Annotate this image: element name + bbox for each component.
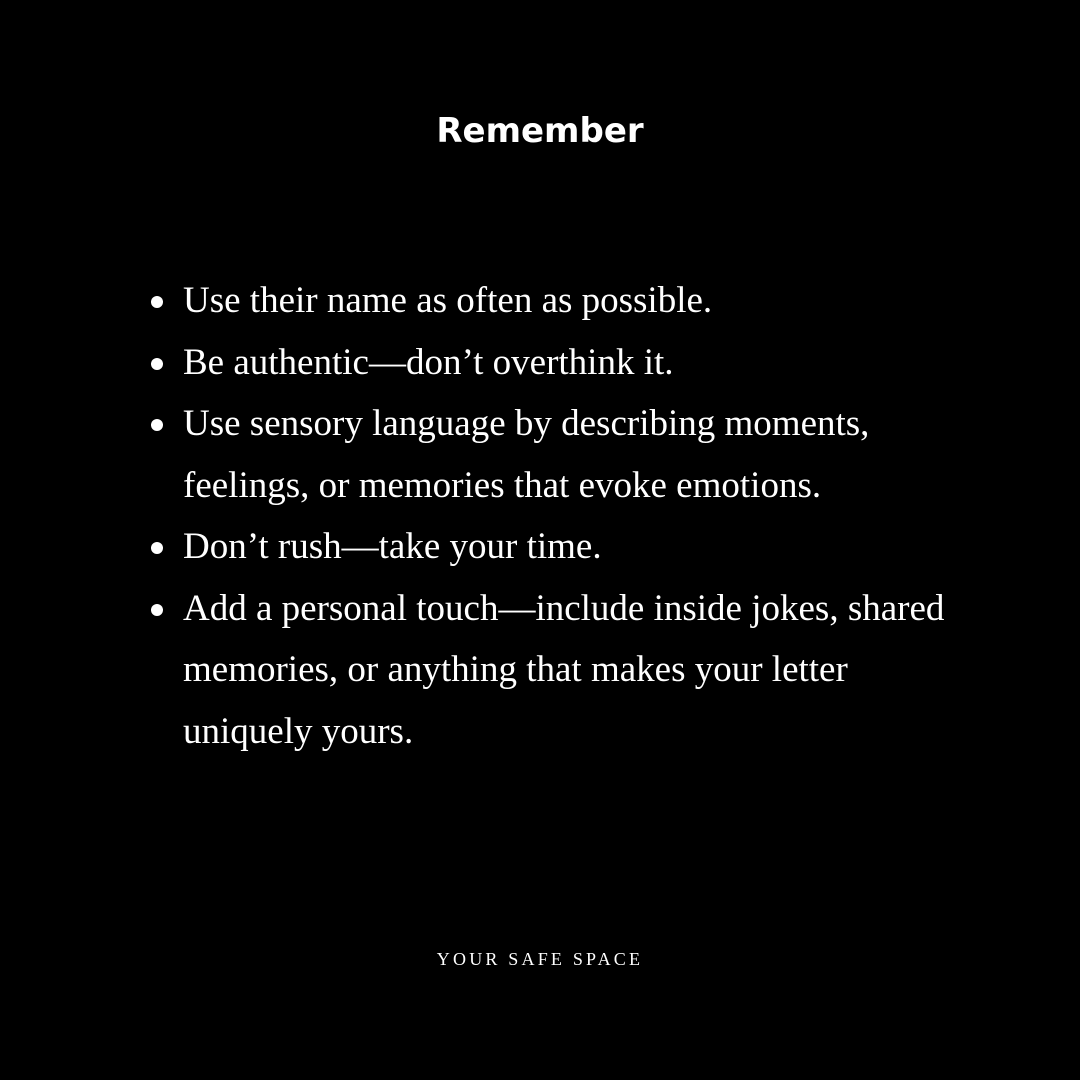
list-item bbox=[150, 516, 950, 578]
bullet-dot-icon bbox=[151, 542, 163, 554]
tip-text: Use their name as often as possible. bbox=[183, 280, 713, 321]
bullet-dot-icon bbox=[151, 419, 163, 431]
list-item bbox=[150, 393, 950, 516]
tip-text: Don’t rush—take your time. bbox=[183, 526, 602, 567]
list-item bbox=[150, 270, 950, 332]
page-title: Remember bbox=[436, 111, 644, 151]
tip-text: Add a personal touch—include inside jokes, shared memories, or anything that makes your letter uniquely yours. bbox=[183, 587, 945, 752]
bullet-dot-icon bbox=[151, 358, 163, 370]
brand-footer: YOUR SAFE SPACE bbox=[436, 949, 644, 969]
list-item bbox=[150, 578, 950, 763]
tip-text: Be authentic—don’t overthink it. bbox=[183, 341, 674, 383]
tip-text: Use sensory language by describing moments, feelings, or memories that evoke emotions. bbox=[183, 403, 870, 506]
tips-list bbox=[150, 270, 950, 762]
bullet-dot-icon bbox=[151, 296, 163, 308]
bullet-dot-icon bbox=[151, 604, 163, 616]
list-item bbox=[150, 332, 950, 394]
